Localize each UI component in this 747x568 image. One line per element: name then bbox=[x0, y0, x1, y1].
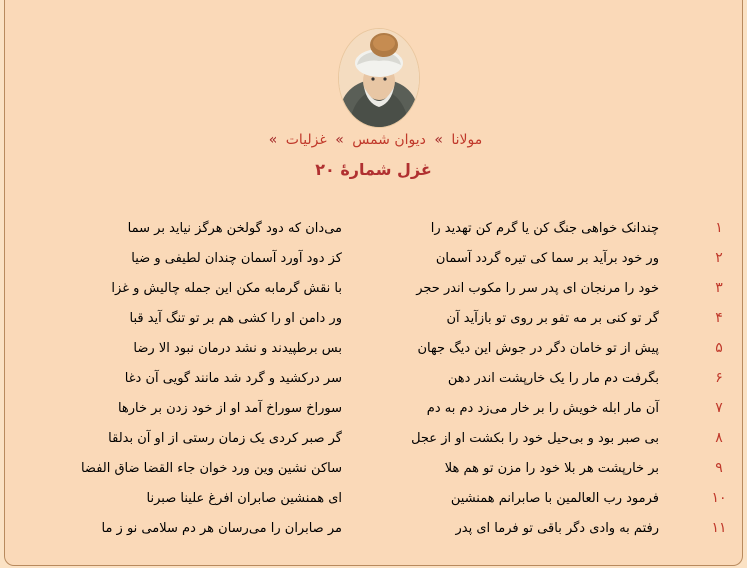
verse-second-hemistich: می‌دان که دود گولخن هرگز نیاید بر سما bbox=[127, 221, 342, 236]
breadcrumb-separator: » bbox=[268, 132, 278, 148]
verse-first-hemistich: خود را مرنجان ای پدر سر را مکوب اندر حجر bbox=[416, 281, 659, 296]
verse-first-hemistich: رفتم به وادی دگر باقی تو فرما ای پدر bbox=[455, 521, 659, 536]
verse-row bbox=[0, 426, 747, 456]
verse-first-hemistich: چندانک خواهی جنگ کن یا گرم کن تهدید را bbox=[430, 221, 659, 236]
verse-first-hemistich: بر خارپشت هر بلا خود را مزن تو هم هلا bbox=[444, 461, 659, 476]
verse-first-hemistich: بگرفت دم مار را یک خارپشت اندر دهن bbox=[447, 371, 659, 386]
verse-row bbox=[0, 306, 747, 336]
verse-row bbox=[0, 516, 747, 546]
breadcrumb-separator: » bbox=[434, 132, 443, 148]
breadcrumb-link-ghazaliyat[interactable]: غزلیات bbox=[285, 132, 327, 148]
verse-row bbox=[0, 276, 747, 306]
verse-second-hemistich: بس برطپیدند و نشد درمان نبود الا رضا bbox=[133, 341, 342, 356]
verse-first-hemistich: آن مار ابله خویش را بر خار می‌زد دم به دم bbox=[426, 401, 659, 416]
verse-first-hemistich: گر تو کنی بر مه تفو بر روی تو بازآید آن bbox=[446, 311, 659, 326]
verse-first-hemistich: فرمود رب العالمین با صابرانم همنشین bbox=[450, 491, 659, 506]
verse-number[interactable]: ۹ bbox=[715, 460, 723, 476]
verse-number[interactable]: ۴ bbox=[715, 310, 723, 326]
verse-row bbox=[0, 366, 747, 396]
verse-number[interactable]: ۱۱ bbox=[711, 520, 727, 536]
verse-second-hemistich: سوراخ سوراخ آمد او از خود زدن بر خارها bbox=[117, 401, 342, 416]
verse-number[interactable]: ۲ bbox=[715, 250, 723, 266]
breadcrumb-link-molana[interactable]: مولانا bbox=[451, 132, 483, 148]
breadcrumb-link-divan-shams[interactable]: دیوان شمس bbox=[352, 132, 426, 148]
page-title: غزل شمارهٔ ۲۰ bbox=[315, 160, 432, 179]
verse-first-hemistich: ور خود برآید بر سما کی تیره گردد آسمان bbox=[435, 251, 659, 266]
verse-second-hemistich: مر صابران را می‌رسان هر دم سلامی نو ز ما bbox=[101, 521, 342, 536]
verse-number[interactable]: ۱ bbox=[715, 220, 723, 236]
verse-second-hemistich: ای همنشین صابران افرغ علینا صبرنا bbox=[146, 491, 342, 506]
verse-first-hemistich: پیش از تو خامان دگر در جوش این دیگ جهان bbox=[417, 341, 659, 356]
breadcrumb-separator: » bbox=[335, 132, 344, 148]
verse-number[interactable]: ۸ bbox=[715, 430, 723, 446]
poet-portrait-image bbox=[339, 29, 419, 127]
verse-second-hemistich: با نقش گرمابه مکن این جمله چالیش و غزا bbox=[111, 281, 342, 296]
verse-second-hemistich: ساکن نشین وین ورد خوان جاء القضا ضاق الفضا bbox=[80, 461, 342, 476]
verse-list bbox=[0, 216, 747, 546]
verse-second-hemistich: گر صبر کردی یک زمان رستی از او آن بدلقا bbox=[108, 431, 342, 446]
verse-row bbox=[0, 216, 747, 246]
verse-number[interactable]: ۷ bbox=[715, 400, 723, 416]
breadcrumb bbox=[0, 132, 747, 148]
verse-row bbox=[0, 336, 747, 366]
verse-second-hemistich: ور دامن او را کشی هم بر تو تنگ آید قبا bbox=[129, 311, 342, 326]
verse-number[interactable]: ۱۰ bbox=[711, 490, 727, 506]
verse-second-hemistich: سر درکشید و گرد شد مانند گویی آن دغا bbox=[124, 371, 342, 386]
verse-number[interactable]: ۶ bbox=[715, 370, 723, 386]
verse-first-hemistich: بی صبر بود و بی‌حیل خود را بکشت او از عجل bbox=[411, 431, 659, 446]
verse-number[interactable]: ۵ bbox=[715, 340, 723, 356]
verse-row bbox=[0, 396, 747, 426]
verse-row bbox=[0, 486, 747, 516]
verse-second-hemistich: کز دود آورد آسمان چندان لطیفی و ضیا bbox=[131, 251, 342, 266]
verse-number[interactable]: ۳ bbox=[715, 280, 723, 296]
verse-row bbox=[0, 456, 747, 486]
poet-portrait bbox=[338, 28, 420, 128]
verse-row bbox=[0, 246, 747, 276]
